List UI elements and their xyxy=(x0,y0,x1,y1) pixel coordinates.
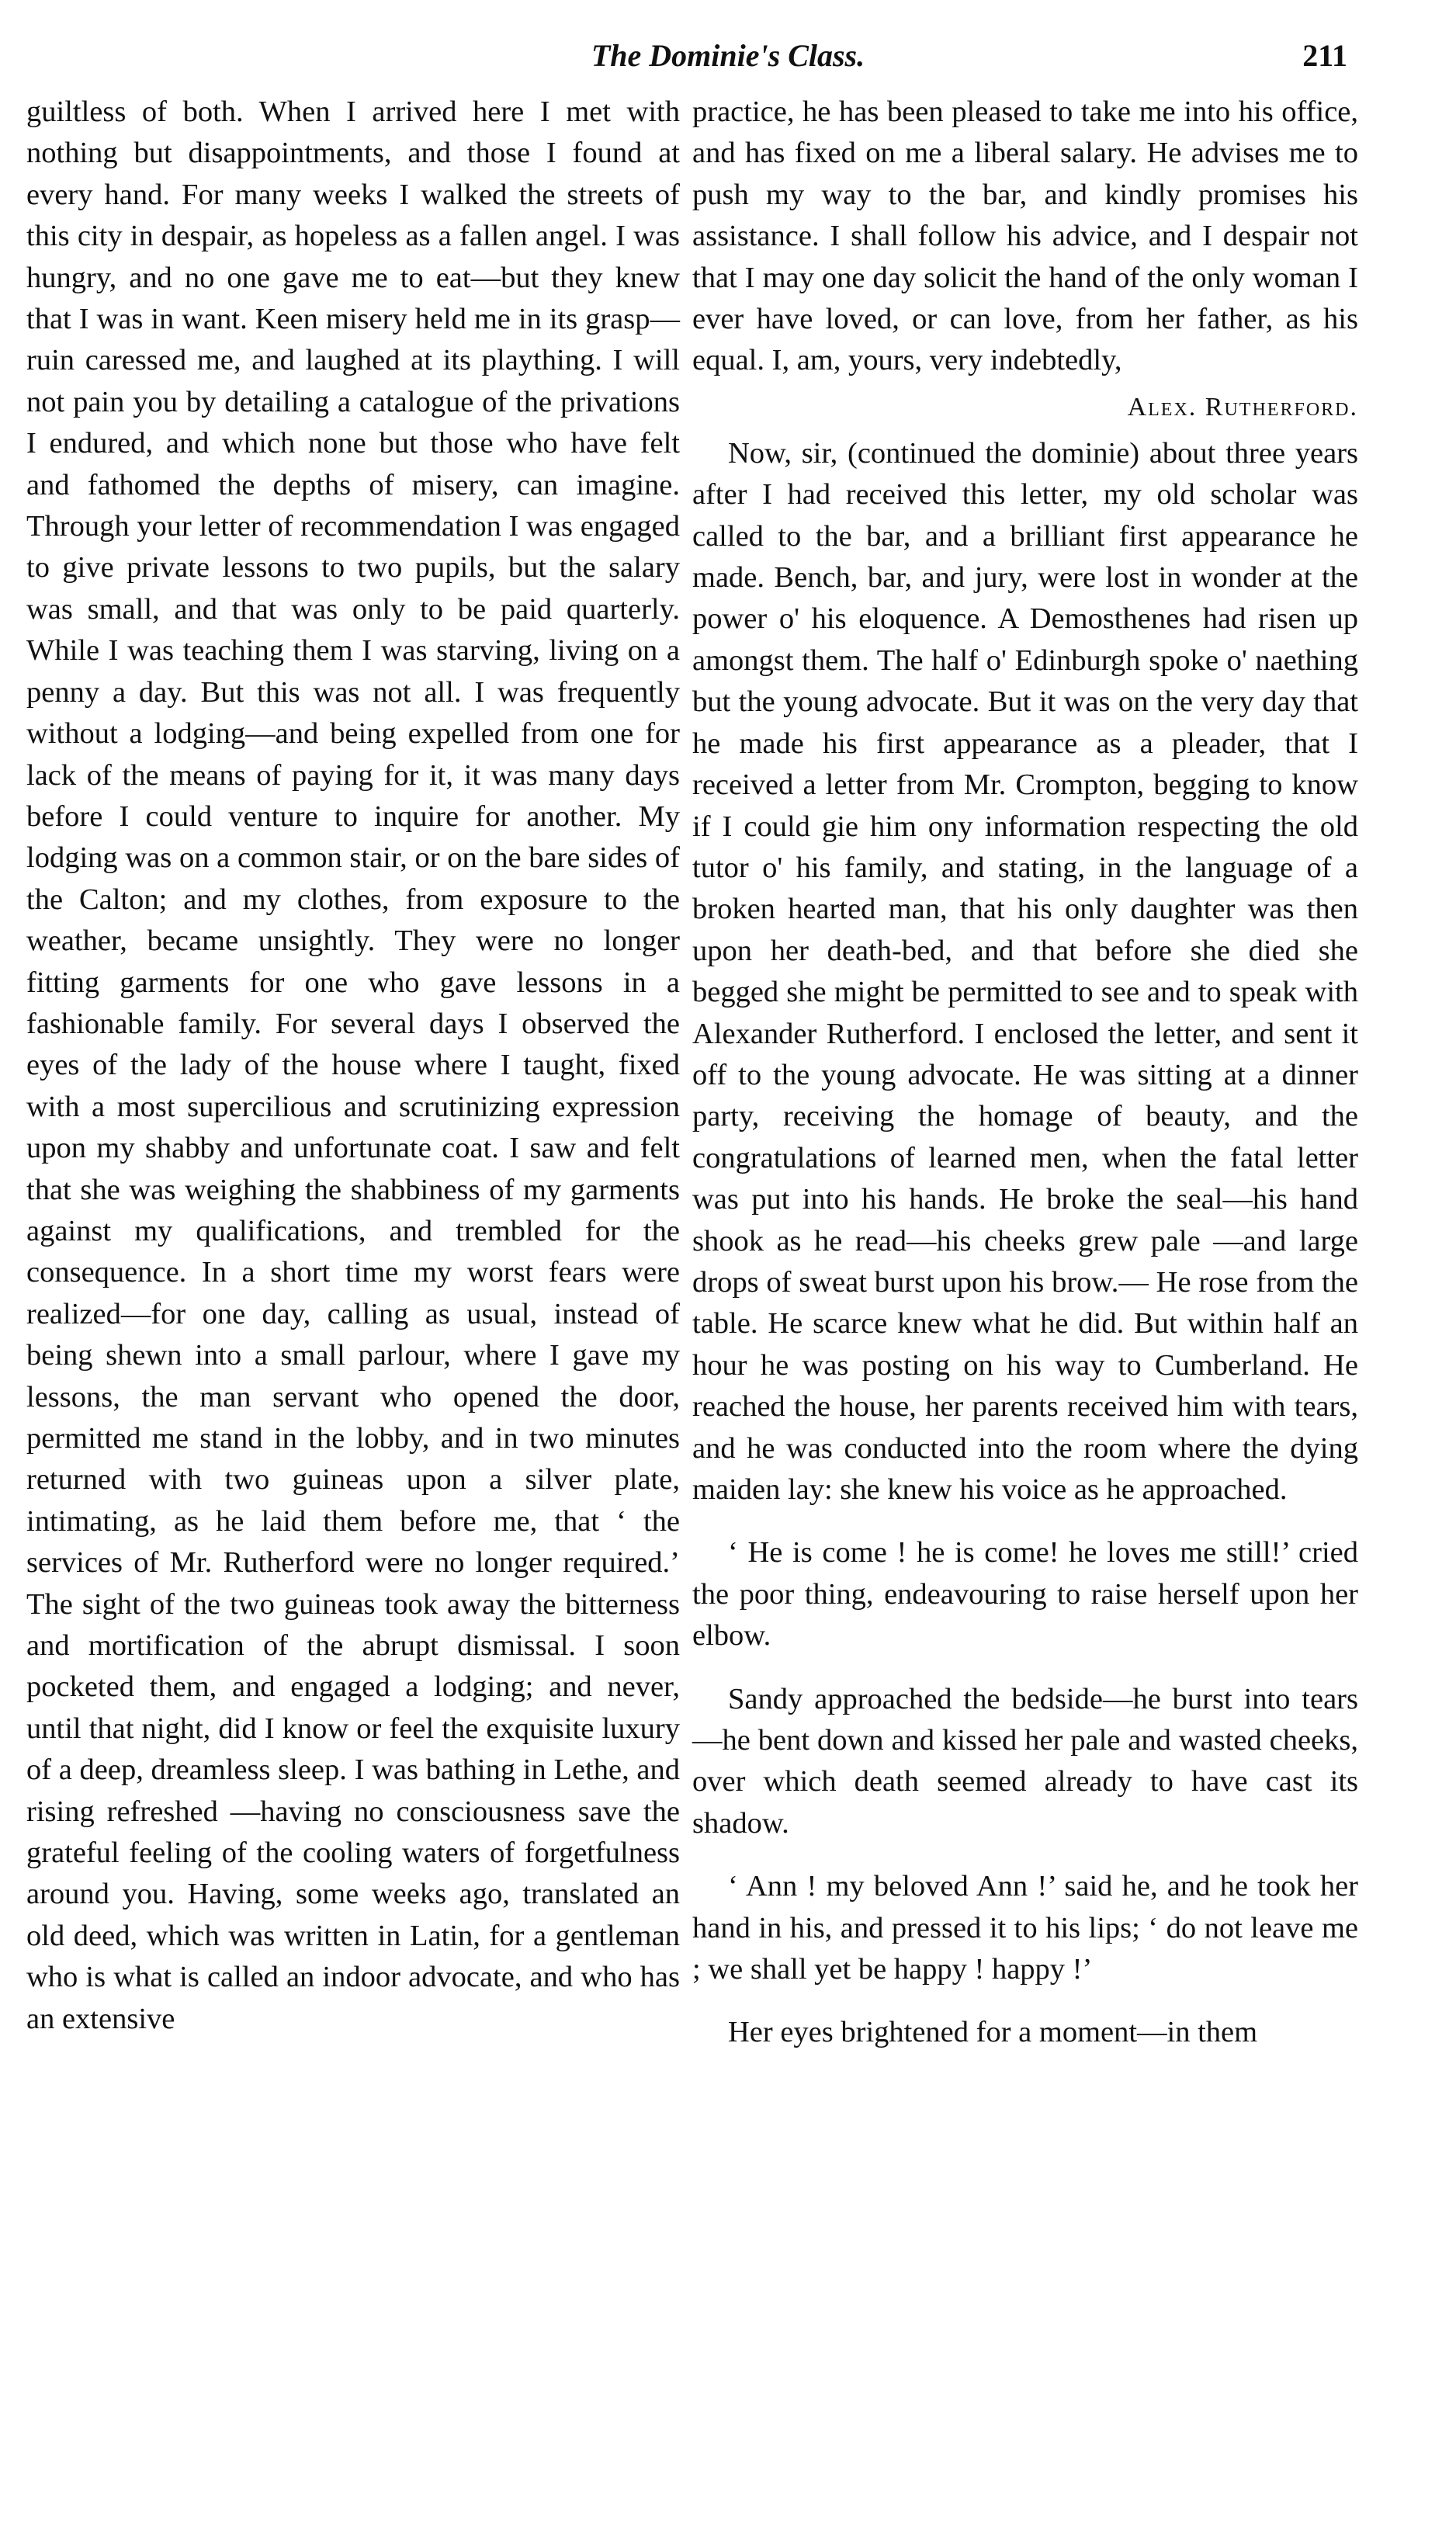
narrative-paragraph: Her eyes brightened for a moment—in them xyxy=(728,2016,1258,2049)
page-number: 211 xyxy=(1302,38,1347,73)
dialogue-paragraph: ‘ Ann ! my beloved Ann !’ said he, and he took her hand in his, and pressed it to his lips; ‘ do not leave me ; we shall yet be happy ! happy !’ xyxy=(692,1870,1358,1986)
dialogue-paragraph: ‘ He is come ! he is come! he loves me still!’ cried the poor thing, endeavouring to raise herself upon her elbow. xyxy=(692,1536,1358,1653)
letter-signature: Alex. Rutherford. xyxy=(1127,392,1358,421)
running-title: The Dominie's Class. xyxy=(591,38,865,73)
letter-body-paragraph: guiltless of both. When I arrived here I met with nothing but disappointments, and those I found at every hand. For many weeks I walked the streets of this city in despair, as hopeless as a fallen angel. I was hungry, and no one gave me to eat—but they knew that I was in want. Keen misery held me in its grasp—ruin caressed me, and laughed at its plaything. I will not pain you by detailing a catalogue of the privations I endured, and which none but those who have felt and fathomed the depths of misery, can imagine. Through your letter of recommendation I was engaged to give private lessons to two pupils, but the salary was small, and that was only to be paid quarterly. While I was teaching them I was starving, living on a penny a day. But this was not all. I was frequently without a lodging—and being expelled from one for lack of the means of paying for it, it was many days before I could venture to inquire for another. My lodging was on a common stair, or on the bare sides of the Calton; and my clothes, from exposure to the weather, became unsightly. They were no longer fitting garments for one who gave lessons in a fashionable family. For several days I observed the eyes of the lady of the house where I taught, fixed with a most supercilious and scrutinizing expression upon my shabby and unfortunate coat. I saw and felt that she was weighing the shabbiness of my garments against my qualifications, and trembled for the consequence. In a short time my worst fears were realized—for one day, calling as usual, instead of being shewn into a small parlour, where I gave my lessons, the man servant who opened the door, permitted me stand in the lobby, and in two minutes returned with two guineas upon a silver plate, intimating, as he laid them before me, that ‘ the services of Mr. Rutherford were no longer required.’ The sight of the two guineas took away the bitterness and mortification of the abrupt dismissal. I soon pocketed them, and engaged a lodging; and never, until that night, did I know or feel the exquisite luxury of a deep, dreamless sleep. I was bathing in Lethe, and rising refreshed —having no consciousness save the grateful feeling of the cooling waters of forgetfulness around you. Having, some weeks ago, translated an old deed, which was written in Latin, for a gentleman who is what is called an indoor advocate, and who has an extensive xyxy=(26,95,680,2035)
letter-continuation-paragraph: practice, he has been pleased to take me into his office, and has fixed on me a liberal salary. He advises me to push my way to the bar, and kindly promises his assistance. I shall follow his advice, and I despair not that I may one day solicit the hand of the only woman I ever have loved, or can love, from her father, as his equal. I, am, yours, very indebtedly, xyxy=(692,95,1358,377)
left-column xyxy=(26,92,680,2040)
running-head xyxy=(0,33,1456,79)
right-column xyxy=(692,92,1358,2054)
narrative-paragraph: Now, sir, (continued the dominie) about three years after I had received this letter, my old scholar was called to the bar, and a brilliant first appearance he made. Bench, bar, and jury, were lost in wonder at the power o' his eloquence. A Demosthenes had risen up amongst them. The half o' Edinburgh spoke o' naething but the young advocate. But it was on the very day that he made his first appearance as a pleader, that I received a letter from Mr. Crompton, begging to know if I could gie him ony information respecting the old tutor o' his family, and stating, in the language of a broken hearted man, that his only daughter was then upon her death-bed, and that before she died she begged she might be permitted to see and to speak with Alexander Rutherford. I enclosed the letter, and sent it off to the young advocate. He was sitting at a dinner party, receiving the homage of beauty, and the congratulations of learned men, when the fatal letter was put into his hands. He broke the seal—his hand shook as he read—his cheeks grew pale —and large drops of sweat burst upon his brow.— He rose from the table. He scarce knew what he did. But within half an hour he was posting on his way to Cumberland. He reached the house, her parents received him with tears, and he was conducted into the room where the dying maiden lay: she knew his voice as he approached. xyxy=(692,436,1358,1506)
narrative-paragraph: Sandy approached the bedside—he burst into tears—he bent down and kissed her pale and wasted cheeks, over which death seemed already to have cast its shadow. xyxy=(692,1682,1358,1840)
